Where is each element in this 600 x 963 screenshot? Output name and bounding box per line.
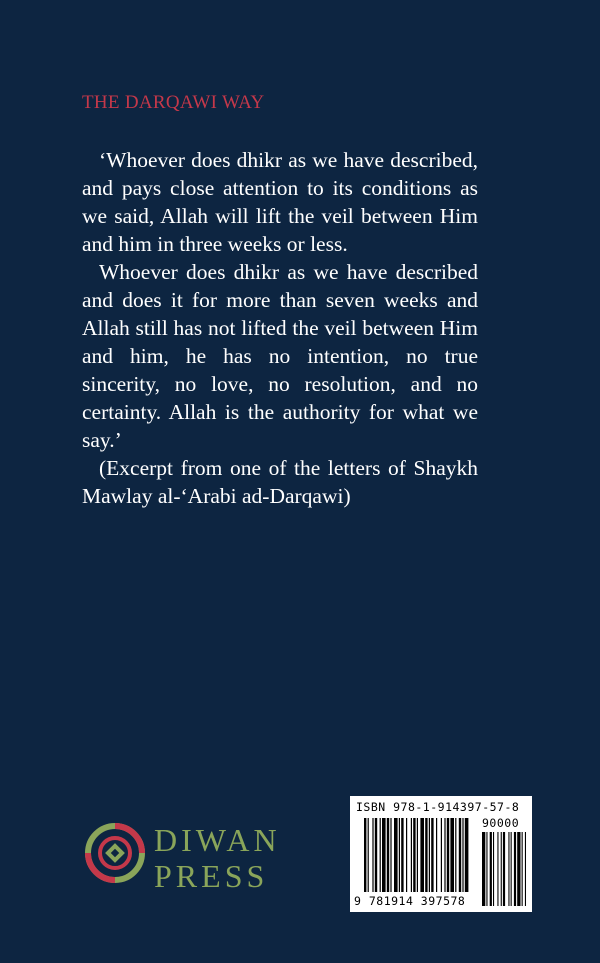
barcode-bar xyxy=(459,818,461,892)
blurb-text xyxy=(82,146,478,510)
barcode-bar xyxy=(411,818,412,892)
barcode-bar xyxy=(406,818,407,892)
ean-digits: 9 781914 397578 xyxy=(354,894,466,908)
barcode-bar xyxy=(444,818,445,892)
price-barcode-bar xyxy=(525,832,526,906)
price-barcode-bar xyxy=(486,832,487,906)
blurb-paragraph-2: Whoever does dhikr as we have described and does it for more than seven weeks and Allah still has not lifted the veil between Him and him, he has no intention, no true sincerity, no love, no resolution, and no certainty. Allah is the authority for what we say.’ xyxy=(82,260,478,452)
barcode-bar xyxy=(413,818,415,892)
barcode-bar xyxy=(450,818,454,892)
price-barcode-bar xyxy=(493,832,494,906)
price-barcode-bar xyxy=(514,832,516,906)
blurb-paragraph-3: (Excerpt from one of the letters of Shaykh Mawlay al-‘Arabi ad-Darqawi) xyxy=(82,456,478,508)
barcode-bar xyxy=(436,818,437,892)
barcode-bar xyxy=(364,818,366,892)
price-code: 90000 xyxy=(482,816,520,830)
barcode-bar xyxy=(425,818,427,892)
barcode-bar xyxy=(465,818,469,892)
price-barcode-bar xyxy=(497,832,498,906)
barcode-bar xyxy=(429,818,430,892)
book-title: THE DARQAWI WAY xyxy=(82,92,265,113)
isbn-label: ISBN 978-1-914397-57-8 xyxy=(356,800,520,814)
barcode-bar xyxy=(431,818,433,892)
barcode-bar xyxy=(420,818,424,892)
diwan-emblem-icon xyxy=(84,822,146,884)
barcode-bar xyxy=(372,818,373,892)
price-barcode-bar xyxy=(517,832,520,906)
barcode-bar xyxy=(387,818,389,892)
barcode-bar xyxy=(417,818,418,892)
price-barcode-bar xyxy=(511,832,512,906)
barcode-bar xyxy=(375,818,377,892)
isbn-barcode xyxy=(350,796,532,912)
barcode-bar xyxy=(390,818,391,892)
price-barcode-bar xyxy=(508,832,509,906)
publisher-logo xyxy=(84,822,294,896)
price-barcode-bar xyxy=(490,832,492,906)
barcode-bar xyxy=(382,818,386,892)
barcode-bar xyxy=(455,818,456,892)
barcode-bar xyxy=(447,818,449,892)
publisher-name-line1: DIWAN xyxy=(154,822,281,858)
barcode-bar xyxy=(368,818,369,892)
price-barcode-bar xyxy=(501,832,502,906)
barcode-bar xyxy=(441,818,442,892)
barcode-bar xyxy=(399,818,400,892)
barcode-bar xyxy=(401,818,403,892)
barcode-bar xyxy=(380,818,381,892)
blurb-paragraph-1: ‘Whoever does dhikr as we have described, and pays close attention to its conditions as we said, Allah will lift the veil between Him and him in three weeks or less. xyxy=(82,148,478,256)
barcode-bar xyxy=(394,818,398,892)
price-barcode-bar xyxy=(503,832,505,906)
barcode-bar xyxy=(462,818,463,892)
publisher-name-line2: PRESS xyxy=(154,858,269,894)
price-barcode-bar xyxy=(522,832,523,906)
price-barcode-bar xyxy=(482,832,485,906)
